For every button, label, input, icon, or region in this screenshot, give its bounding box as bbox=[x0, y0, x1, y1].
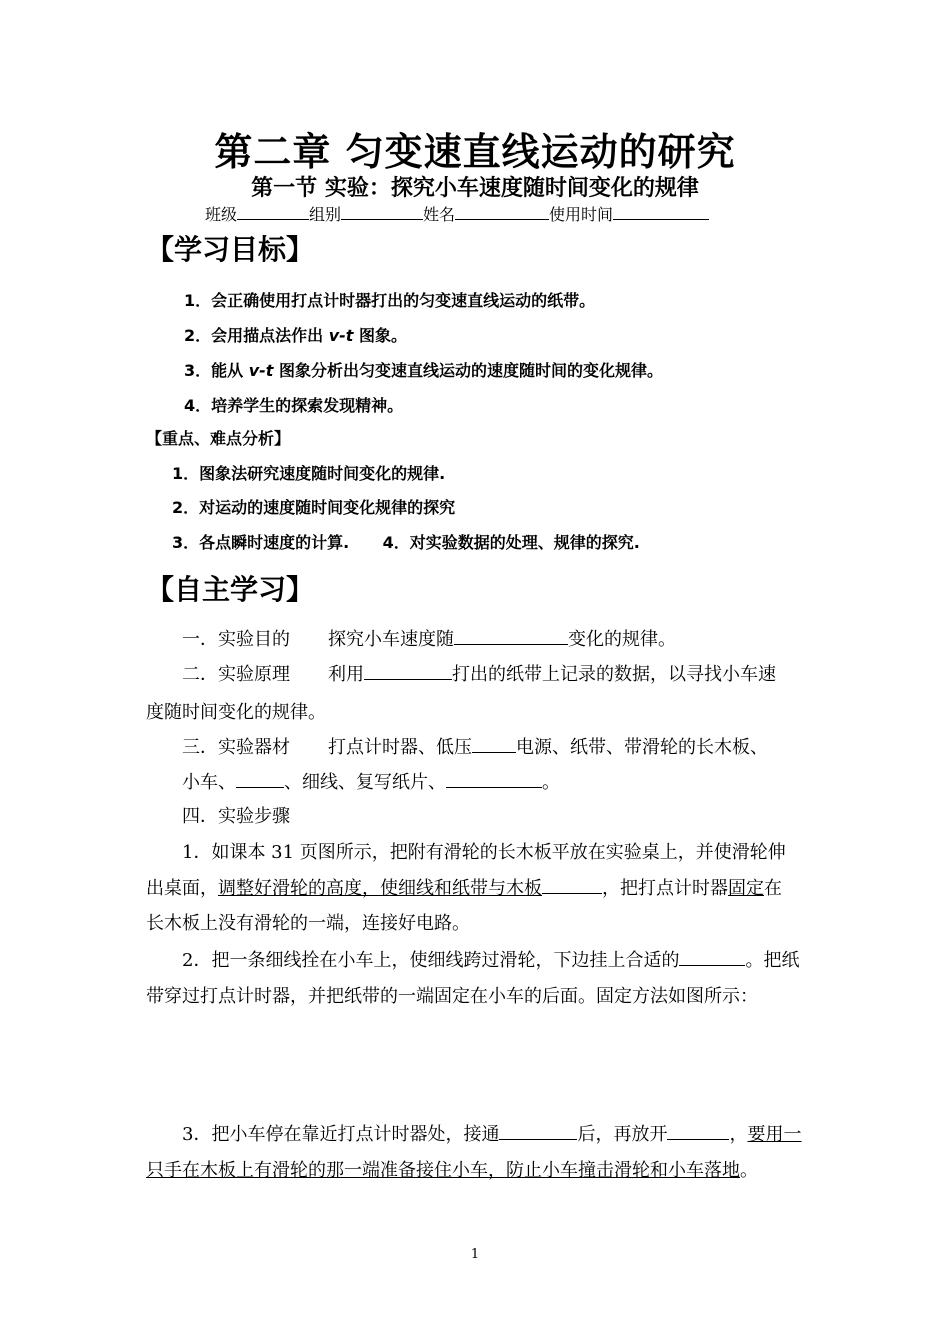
goals-heading: 【学习目标】 bbox=[146, 233, 315, 266]
goal-item: 3．能从 v-t 图象分析出匀变速直线运动的速度随时间的变化规律。 bbox=[184, 361, 664, 380]
page-number: 1 bbox=[470, 1247, 480, 1262]
principle-line-cont: 度随时间变化的规律。 bbox=[146, 702, 326, 723]
purpose-blank[interactable] bbox=[454, 628, 568, 645]
step1-line2: 出桌面，调整好滑轮的高度，使细线和纸带与木板 ，把打点计时器固定在 bbox=[146, 878, 782, 899]
goal-item: 1．会正确使用打点计时器打出的匀变速直线运动的纸带。 bbox=[184, 291, 596, 310]
section-subtitle: 第一节 实验：探究小车速度随时间变化的规律 bbox=[251, 176, 699, 201]
steps-heading: 四．实验步骤 bbox=[182, 806, 290, 827]
group-label: 组别 bbox=[309, 205, 342, 224]
purpose-line: 一．实验目的 探究小车速度随 变化的规律。 bbox=[182, 629, 676, 650]
power-blank[interactable] bbox=[472, 736, 516, 753]
principle-line: 二．实验原理 利用 打出的纸带上记录的数据，以寻找小车速 bbox=[182, 664, 776, 685]
goal-item: 4．培养学生的探索发现精神。 bbox=[184, 396, 404, 415]
step1-line3: 长木板上没有滑轮的一端，连接好电路。 bbox=[146, 913, 470, 934]
item-blank[interactable] bbox=[236, 771, 284, 788]
class-label: 班级 bbox=[205, 205, 238, 224]
key-points-heading: 【重点、难点分析】 bbox=[146, 429, 291, 448]
date-blank[interactable] bbox=[613, 203, 709, 220]
item-blank-2[interactable] bbox=[446, 771, 542, 788]
equipment-line-cont: 小车、 、细线、复写纸片、 。 bbox=[182, 772, 560, 793]
date-label: 使用时间 bbox=[549, 205, 614, 224]
self-study-heading: 【自主学习】 bbox=[146, 573, 315, 606]
step3-blank-1[interactable] bbox=[499, 1123, 577, 1140]
step3-line1: 3．把小车停在靠近打点计时器处，接通 后，再放开 ，要用一 bbox=[182, 1124, 802, 1145]
group-blank[interactable] bbox=[341, 203, 423, 220]
equipment-line: 三．实验器材 打点计时器、低压 电源、纸带、带滑轮的长木板、 bbox=[182, 737, 768, 758]
step3-line2: 只手在木板上有滑轮的那一端准备接住小车，防止小车撞击滑轮和小车落地。 bbox=[146, 1160, 758, 1181]
step2-blank[interactable] bbox=[679, 949, 745, 966]
step2-line2: 带穿过打点计时器，并把纸带的一端固定在小车的后面。固定方法如图所示： bbox=[146, 986, 758, 1007]
student-info-line bbox=[205, 203, 709, 226]
step1-line1: 1．如课本 31 页图所示，把附有滑轮的长木板平放在实验桌上，并使滑轮伸 bbox=[182, 842, 786, 863]
class-blank[interactable] bbox=[237, 203, 309, 220]
name-blank[interactable] bbox=[455, 203, 549, 220]
step1-blank[interactable] bbox=[542, 877, 602, 894]
goal-item: 2．会用描点法作出 v-t 图象。 bbox=[184, 326, 408, 345]
step3-blank-2[interactable] bbox=[667, 1123, 729, 1140]
chapter-title: 第二章 匀变速直线运动的研究 bbox=[214, 129, 736, 174]
key-point-item: 2．对运动的速度随时间变化规律的探究 bbox=[172, 498, 456, 517]
name-label: 姓名 bbox=[423, 205, 456, 224]
key-point-item: 3．各点瞬时速度的计算. 4．对实验数据的处理、规律的探究. bbox=[172, 533, 640, 552]
principle-blank[interactable] bbox=[364, 663, 452, 680]
step2-line1: 2．把一条细线拴在小车上，使细线跨过滑轮，下边挂上合适的 。把纸 bbox=[182, 950, 800, 971]
key-point-item: 1．图象法研究速度随时间变化的规律. bbox=[172, 464, 446, 483]
